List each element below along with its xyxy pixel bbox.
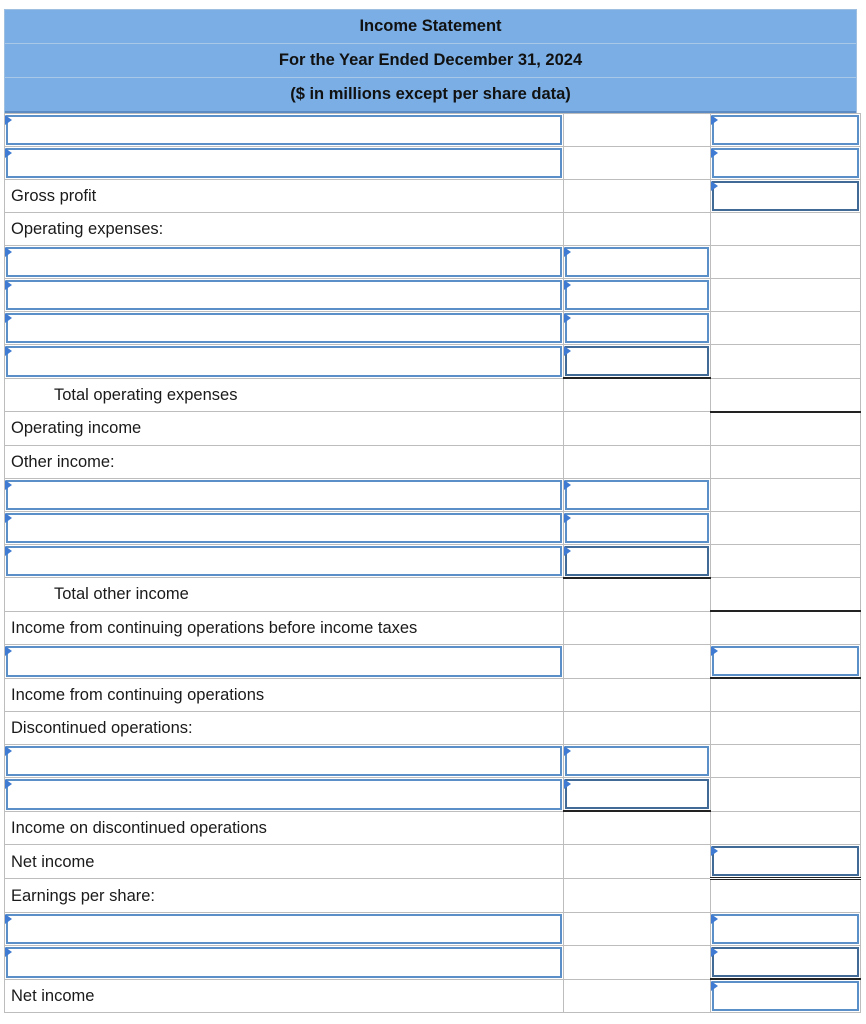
dropdown-marker-icon xyxy=(564,346,571,356)
dropdown-marker-icon xyxy=(711,846,718,856)
dropdown-marker-icon xyxy=(564,513,571,523)
table-row xyxy=(5,712,861,745)
table-row xyxy=(5,246,861,279)
table-row xyxy=(5,811,861,845)
dropdown-marker-icon xyxy=(5,148,12,158)
table-row xyxy=(5,279,861,312)
statement-title: Income Statement xyxy=(5,10,856,44)
dropdown-marker-icon xyxy=(711,115,718,125)
net-income-eps-label: Net income xyxy=(11,986,95,1005)
table-row xyxy=(5,544,861,578)
opex-4-label-input[interactable] xyxy=(6,346,562,377)
opex-4-amount-input[interactable] xyxy=(565,346,709,376)
disc-2-label-input[interactable] xyxy=(6,779,562,810)
other-3-label-input[interactable] xyxy=(6,546,562,577)
opex-3-amount-input[interactable] xyxy=(565,313,709,343)
gross-profit-label: Gross profit xyxy=(11,187,97,205)
dropdown-marker-icon xyxy=(711,646,718,656)
opex-1-label-input[interactable] xyxy=(6,247,562,277)
operating-expenses-label: Operating expenses: xyxy=(11,220,164,238)
dropdown-marker-icon xyxy=(564,546,571,556)
table-row xyxy=(5,678,861,712)
disc-1-label-input[interactable] xyxy=(6,746,562,776)
statement-period: For the Year Ended December 31, 2024 xyxy=(5,44,856,78)
opex-2-amount-input[interactable] xyxy=(565,280,709,310)
table-row xyxy=(5,611,861,645)
table-row xyxy=(5,312,861,345)
dropdown-marker-icon xyxy=(564,280,571,290)
disc-1-amount-input[interactable] xyxy=(565,746,709,776)
dropdown-marker-icon xyxy=(711,947,718,957)
earnings-per-share-label: Earnings per share: xyxy=(11,886,155,905)
dropdown-marker-icon xyxy=(5,313,12,323)
gross-profit-amount-input[interactable] xyxy=(712,181,859,211)
net-income-eps-amount-input[interactable] xyxy=(712,981,859,1011)
statement-header xyxy=(4,9,857,113)
operating-income-label: Operating income xyxy=(11,419,142,438)
table-row xyxy=(5,147,861,180)
total-operating-expenses-label: Total operating expenses xyxy=(54,385,238,404)
table-row xyxy=(5,913,861,946)
table-row xyxy=(5,114,861,147)
table-row xyxy=(5,578,861,612)
dropdown-marker-icon xyxy=(711,914,718,924)
table-row xyxy=(5,946,861,980)
table-row xyxy=(5,378,861,412)
dropdown-marker-icon xyxy=(5,546,12,556)
other-2-label-input[interactable] xyxy=(6,513,562,543)
cost-amount-input[interactable] xyxy=(712,148,859,178)
dropdown-marker-icon xyxy=(5,779,12,789)
eps-1-amount-input[interactable] xyxy=(712,914,859,944)
income-discontinued-label: Income on discontinued operations xyxy=(11,818,267,837)
dropdown-marker-icon xyxy=(711,181,718,191)
income-before-taxes-label: Income from continuing operations before income taxes xyxy=(11,618,418,637)
statement-units: ($ in millions except per share data) xyxy=(5,78,856,113)
table-row xyxy=(5,180,861,213)
table-row xyxy=(5,645,861,679)
dropdown-marker-icon xyxy=(5,513,12,523)
table-row xyxy=(5,511,861,544)
table-row xyxy=(5,778,861,812)
dropdown-marker-icon xyxy=(564,480,571,490)
dropdown-marker-icon xyxy=(5,914,12,924)
other-3-amount-input[interactable] xyxy=(565,546,709,576)
dropdown-marker-icon xyxy=(564,746,571,756)
dropdown-marker-icon xyxy=(564,313,571,323)
dropdown-marker-icon xyxy=(564,247,571,257)
dropdown-marker-icon xyxy=(5,646,12,656)
eps-2-label-input[interactable] xyxy=(6,947,562,978)
other-income-label: Other income: xyxy=(11,452,115,471)
discontinued-operations-label: Discontinued operations: xyxy=(11,719,193,737)
opex-1-amount-input[interactable] xyxy=(565,247,709,277)
tax-label-input[interactable] xyxy=(6,646,562,677)
total-other-income-label: Total other income xyxy=(54,585,189,604)
table-row xyxy=(5,979,861,1013)
revenue-amount-input[interactable] xyxy=(712,115,859,145)
opex-3-label-input[interactable] xyxy=(6,313,562,343)
other-1-label-input[interactable] xyxy=(6,480,562,510)
dropdown-marker-icon xyxy=(564,779,571,789)
other-2-amount-input[interactable] xyxy=(565,513,709,543)
opex-2-label-input[interactable] xyxy=(6,280,562,310)
table-row xyxy=(5,445,861,478)
net-income-amount-input[interactable] xyxy=(712,846,859,876)
income-statement xyxy=(4,9,857,1013)
dropdown-marker-icon xyxy=(5,346,12,356)
cost-label-input[interactable] xyxy=(6,148,562,178)
dropdown-marker-icon xyxy=(5,480,12,490)
income-continuing-label: Income from continuing operations xyxy=(11,685,265,704)
eps-2-amount-input[interactable] xyxy=(712,947,859,977)
net-income-label: Net income xyxy=(11,852,95,871)
dropdown-marker-icon xyxy=(5,247,12,257)
table-row xyxy=(5,412,861,446)
table-row xyxy=(5,478,861,511)
other-1-amount-input[interactable] xyxy=(565,480,709,510)
table-row xyxy=(5,745,861,778)
dropdown-marker-icon xyxy=(5,280,12,290)
table-row xyxy=(5,345,861,379)
dropdown-marker-icon xyxy=(711,981,718,991)
eps-1-label-input[interactable] xyxy=(6,914,562,944)
dropdown-marker-icon xyxy=(5,947,12,957)
dropdown-marker-icon xyxy=(5,115,12,125)
tax-amount-input[interactable] xyxy=(712,646,859,676)
table-row xyxy=(5,879,861,913)
dropdown-marker-icon xyxy=(711,148,718,158)
table-row xyxy=(5,213,861,246)
statement-table xyxy=(4,113,861,1013)
revenue-label-input[interactable] xyxy=(6,115,562,145)
table-row xyxy=(5,845,861,879)
dropdown-marker-icon xyxy=(5,746,12,756)
disc-2-amount-input[interactable] xyxy=(565,779,709,809)
